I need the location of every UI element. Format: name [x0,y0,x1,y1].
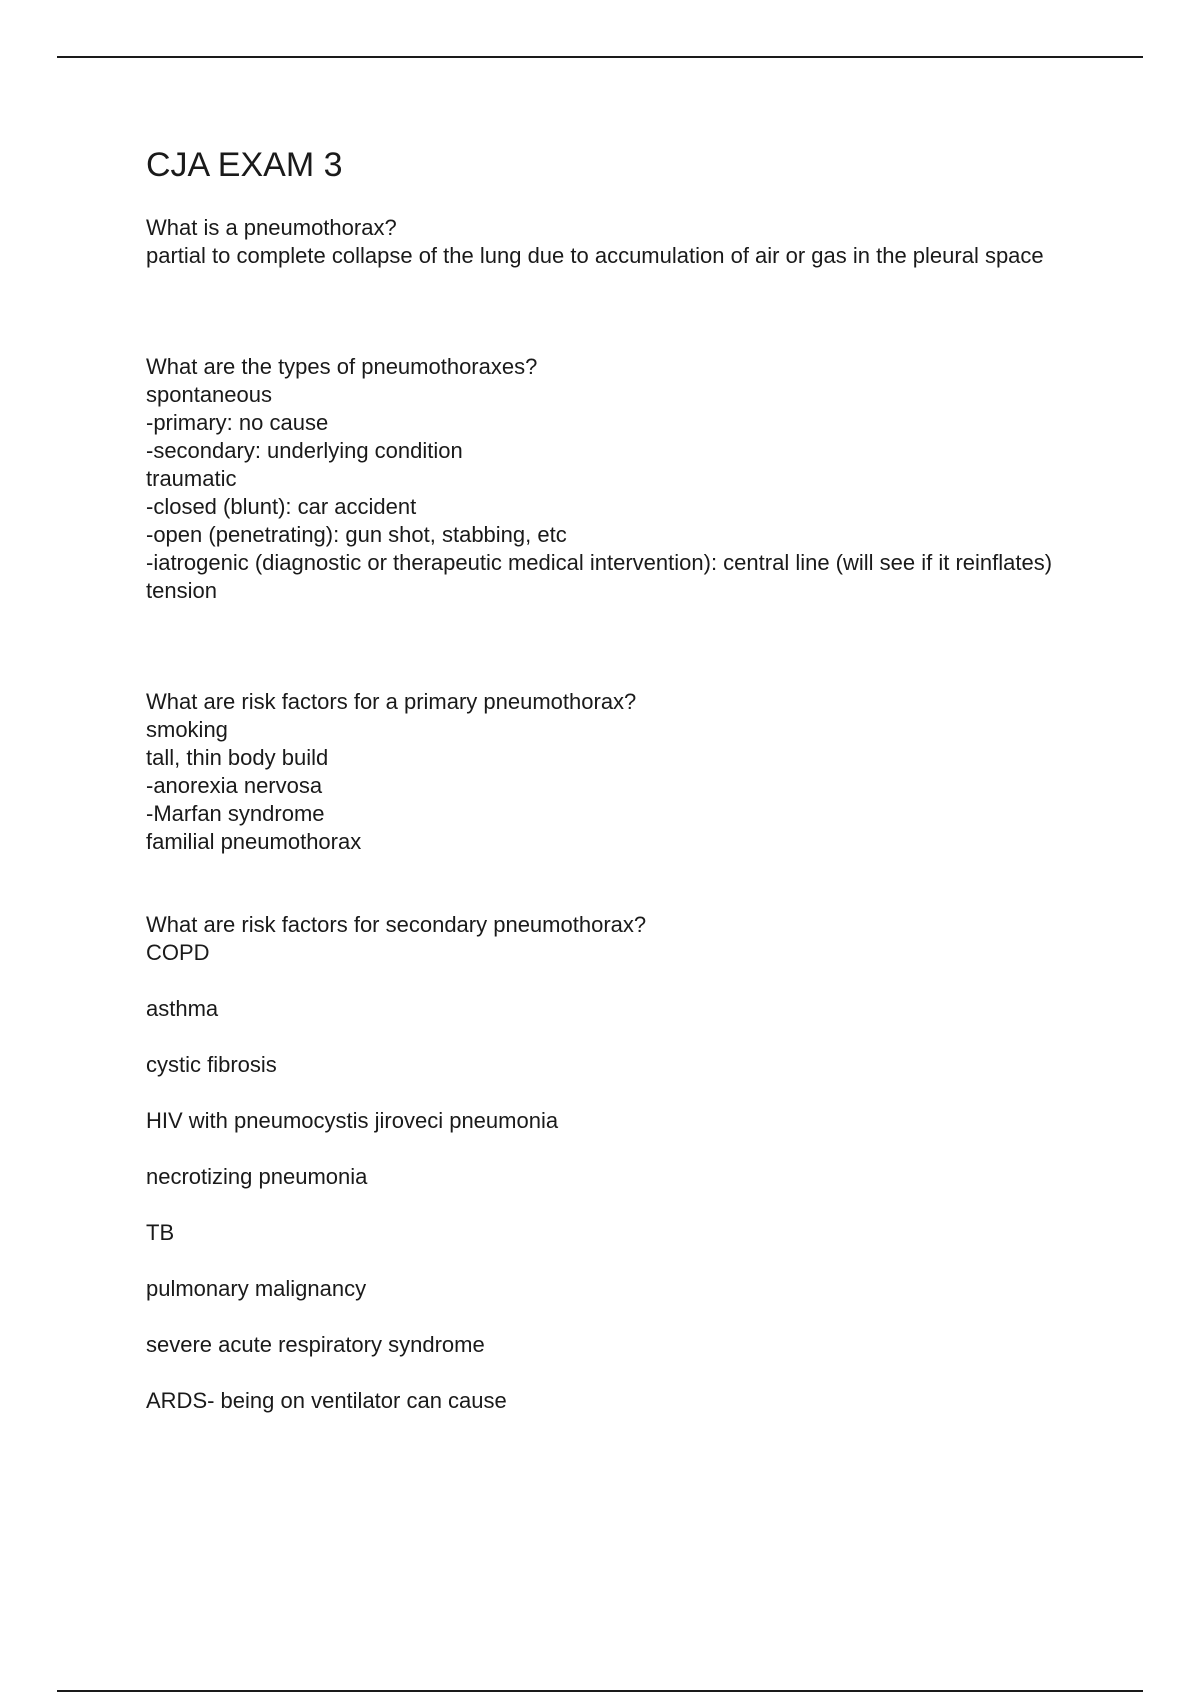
card-answer-line: pulmonary malignancy [146,1276,367,1301]
card-answer-line: -secondary: underlying condition [146,438,463,463]
card-answer-line: -closed (blunt): car accident [146,494,417,519]
card-answer-line: -Marfan syndrome [146,801,325,826]
bottom-rule [57,1690,1143,1692]
card-answer-line: -primary: no cause [146,410,329,435]
flashcard-1 [146,214,1076,270]
card-question: What are risk factors for secondary pneumothorax? [146,912,647,937]
flashcard-2 [146,353,1076,605]
card-answer-line: asthma [146,996,219,1021]
card-answer-line: smoking [146,717,228,742]
card-question: What is a pneumothorax? [146,215,397,240]
card-answer-line: -open (penetrating): gun shot, stabbing, etc [146,522,567,547]
card-answer-line: traumatic [146,466,237,491]
card-answer-line: necrotizing pneumonia [146,1164,368,1189]
card-question: What are risk factors for a primary pneumothorax? [146,689,637,714]
card-answer-line: spontaneous [146,382,272,407]
card-answer-line: ARDS- being on ventilator can cause [146,1388,507,1413]
card-answer-line: tall, thin body build [146,745,329,770]
card-answer-line: -iatrogenic (diagnostic or therapeutic medical intervention): central line (will see if it reinflates) [146,550,1053,575]
card-answer-line: partial to complete collapse of the lung due to accumulation of air or gas in the pleural space [146,243,1044,268]
card-question: What are the types of pneumothoraxes? [146,354,538,379]
card-answer-line: cystic fibrosis [146,1052,277,1077]
card-answer-line: HIV with pneumocystis jiroveci pneumonia [146,1108,559,1133]
card-answer-line: severe acute respiratory syndrome [146,1332,485,1357]
card-answer-line: -anorexia nervosa [146,773,323,798]
flashcard-4 [146,911,1076,1415]
top-rule [57,56,1143,58]
card-answer-line: TB [146,1220,175,1245]
card-answer-line: familial pneumothorax [146,829,362,854]
card-answer-line: tension [146,578,217,603]
page-title: CJA EXAM 3 [146,146,343,184]
card-answer-line: COPD [146,940,210,965]
flashcard-3 [146,688,1076,856]
